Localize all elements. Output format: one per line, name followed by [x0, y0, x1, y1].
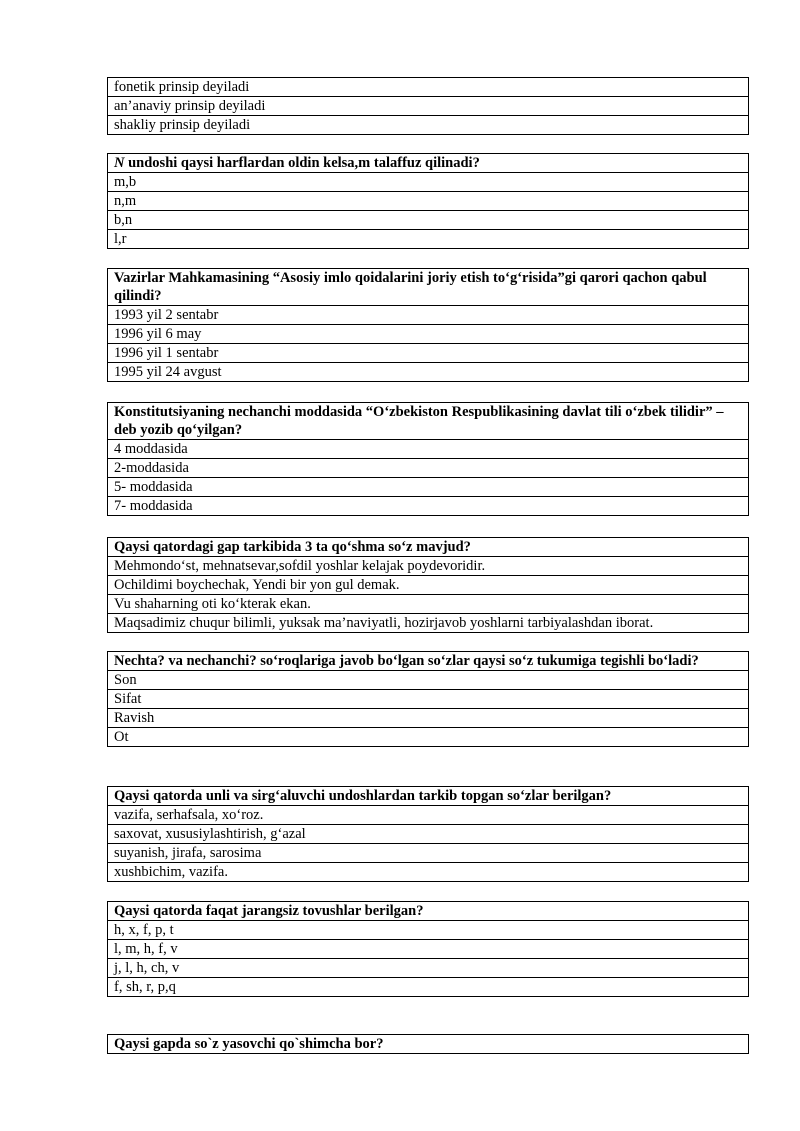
- answer-option: 1993 yil 2 sentabr: [108, 306, 749, 325]
- question-block-6: [107, 651, 749, 747]
- answer-option: Mehmondo‘st, mehnatsevar,sofdil yoshlar kelajak poydevoridir.: [108, 557, 749, 576]
- answer-option: l,r: [108, 230, 749, 249]
- question-text: [108, 154, 749, 173]
- answer-option: 2-moddasida: [108, 459, 749, 478]
- answer-option: xushbichim, vazifa.: [108, 863, 749, 882]
- question-italic-letter: N: [114, 155, 125, 171]
- answer-option: b,n: [108, 211, 749, 230]
- answer-option: 1996 yil 1 sentabr: [108, 344, 749, 363]
- question-block-8: [107, 901, 749, 997]
- answer-option: 7- moddasida: [108, 497, 749, 516]
- answer-option: f, sh, r, p,q: [108, 978, 749, 997]
- question-block-3: [107, 268, 749, 382]
- answer-option: Maqsadimiz chuqur bilimli, yuksak ma’naviyatli, hozirjavob yoshlarni tarbiyalashdan iborat.: [108, 614, 749, 633]
- answer-option: shakliy prinsip deyiladi: [108, 116, 749, 135]
- question-text: Qaysi qatorda unli va sirg‘aluvchi undoshlardan tarkib topgan so‘zlar berilgan?: [108, 787, 749, 806]
- question-block-9: [107, 1034, 749, 1054]
- answer-option: n,m: [108, 192, 749, 211]
- question-block-5: [107, 537, 749, 633]
- question-block-7: [107, 786, 749, 882]
- question-rest: undoshi qaysi harflardan oldin kelsa,m talaffuz qilinadi?: [124, 155, 480, 171]
- question-text: Konstitutsiyaning nechanchi moddasida “O‘zbekiston Respublikasining davlat tili o‘zbek tilidir” –deb yozib qo‘yilgan?: [108, 403, 749, 440]
- answer-option: saxovat, xususiylashtirish, g‘azal: [108, 825, 749, 844]
- answer-option: j, l, h, ch, v: [108, 959, 749, 978]
- answer-option: m,b: [108, 173, 749, 192]
- answer-option: l, m, h, f, v: [108, 940, 749, 959]
- answer-option: Ochildimi boychechak, Yendi bir yon gul demak.: [108, 576, 749, 595]
- answer-option: 4 moddasida: [108, 440, 749, 459]
- question-text: Qaysi qatordagi gap tarkibida 3 ta qo‘shma so‘z mavjud?: [108, 538, 749, 557]
- question-text: Vazirlar Mahkamasining “Asosiy imlo qoidalarini joriy etish to‘g‘risida”gi qarori qachon qabul qilindi?: [108, 269, 749, 306]
- question-text: Nechta? va nechanchi? so‘roqlariga javob bo‘lgan so‘zlar qaysi so‘z tukumiga tegishli bo‘ladi?: [108, 652, 749, 671]
- answer-option: suyanish, jirafa, sarosima: [108, 844, 749, 863]
- answer-option: 5- moddasida: [108, 478, 749, 497]
- question-block-4: [107, 402, 749, 516]
- answer-option: an’anaviy prinsip deyiladi: [108, 97, 749, 116]
- answer-option: Ravish: [108, 709, 749, 728]
- answer-option: 1995 yil 24 avgust: [108, 363, 749, 382]
- answer-option: Sifat: [108, 690, 749, 709]
- answer-option: 1996 yil 6 may: [108, 325, 749, 344]
- answer-option: Ot: [108, 728, 749, 747]
- question-text: Qaysi gapda so`z yasovchi qo`shimcha bor?: [108, 1035, 749, 1054]
- question-block-2: [107, 153, 749, 249]
- question-text: Qaysi qatorda faqat jarangsiz tovushlar berilgan?: [108, 902, 749, 921]
- question-block-1: [107, 77, 749, 135]
- answer-option: h, x, f, p, t: [108, 921, 749, 940]
- answer-option: fonetik prinsip deyiladi: [108, 78, 749, 97]
- answer-option: Son: [108, 671, 749, 690]
- answer-option: Vu shaharning oti ko‘kterak ekan.: [108, 595, 749, 614]
- answer-option: vazifa, serhafsala, xo‘roz.: [108, 806, 749, 825]
